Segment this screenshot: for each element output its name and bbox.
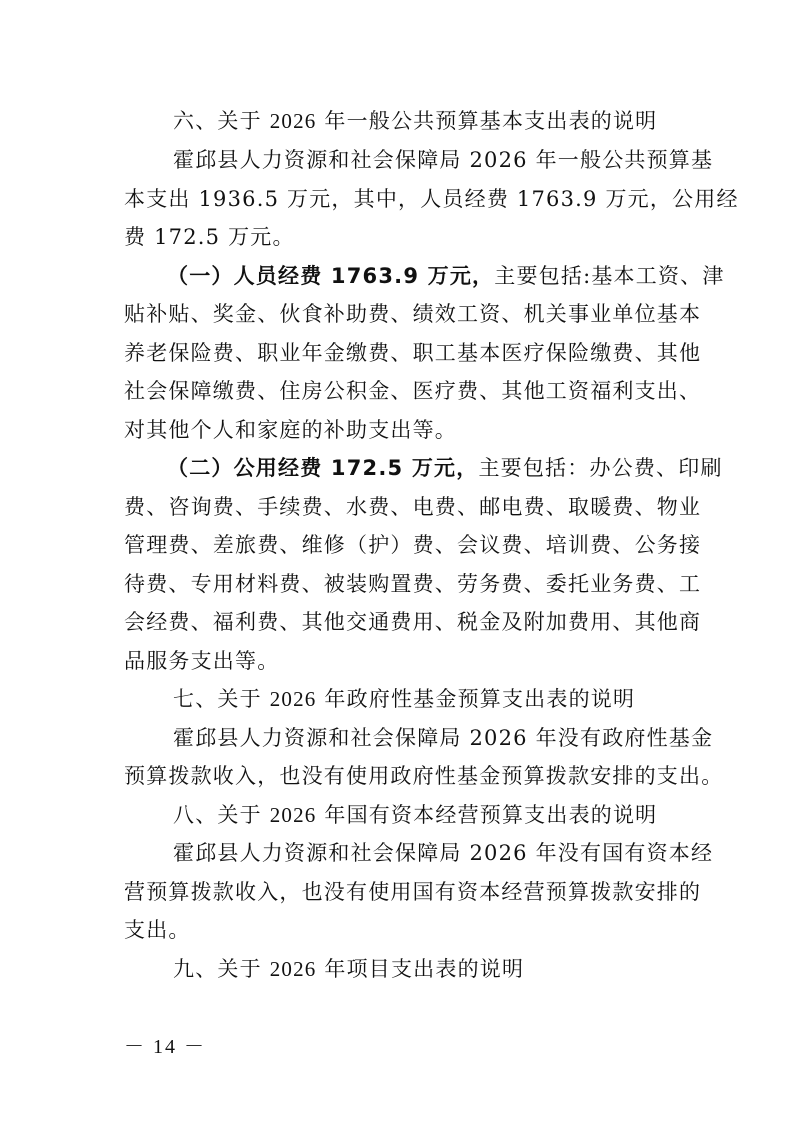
paragraph-line: 会经费、福利费、其他交通费用、税金及附加费用、其他商: [124, 610, 702, 634]
heading-suffix: 年项目支出表的说明: [316, 957, 525, 981]
heading-year: 2026: [269, 109, 317, 133]
page-number: － 14 －: [124, 1036, 206, 1058]
paragraph-text: 主要包括:基本工资、津: [494, 264, 725, 288]
heading-year: 2026: [269, 957, 317, 981]
paragraph-line: [167, 262, 725, 290]
paragraph-line: 品服务支出等。: [124, 649, 280, 673]
section-heading-7: [173, 685, 635, 713]
paragraph-line: 支出。: [124, 918, 191, 942]
paragraph-line: 霍邱县人力资源和社会保障局 2026 年没有政府性基金: [173, 726, 714, 750]
paragraph-line: 预算拨款收入，也没有使用政府性基金预算拨款安排的支出。: [124, 764, 724, 788]
paragraph-line: 营预算拨款收入，也没有使用国有资本经营预算拨款安排的: [124, 880, 702, 904]
heading-suffix: 年政府性基金预算支出表的说明: [316, 687, 636, 711]
heading-year: 2026: [269, 803, 317, 827]
paragraph-line: 费 172.5 万元。: [124, 225, 295, 249]
heading-suffix: 年国有资本经营预算支出表的说明: [316, 803, 658, 827]
heading-prefix: 八、关于: [173, 803, 270, 827]
paragraph-line: 对其他个人和家庭的补助支出等。: [124, 418, 457, 442]
paragraph-line: 霍邱县人力资源和社会保障局 2026 年没有国有资本经: [173, 841, 714, 865]
heading-suffix: 年一般公共预算基本支出表的说明: [316, 109, 658, 133]
section-heading-9: [173, 955, 524, 983]
paragraph-line: 养老保险费、职业年金缴费、职工基本医疗保险缴费、其他: [124, 341, 702, 365]
heading-prefix: 九、关于: [173, 957, 270, 981]
heading-prefix: 七、关于: [173, 687, 270, 711]
heading-year: 2026: [269, 687, 317, 711]
paragraph-line: 费、咨询费、手续费、水费、电费、邮电费、取暖费、物业: [124, 495, 702, 519]
personnel-cost-lead: （一）人员经费 1763.9 万元，: [167, 264, 495, 288]
paragraph-line: 社会保障缴费、住房公积金、医疗费、其他工资福利支出、: [124, 379, 702, 403]
paragraph-line: 管理费、差旅费、维修（护）费、会议费、培训费、公务接: [124, 533, 702, 557]
heading-prefix: 六、关于: [173, 109, 270, 133]
paragraph-line: [167, 454, 723, 482]
paragraph-line: 贴补贴、奖金、伙食补助费、绩效工资、机关事业单位基本: [124, 302, 702, 326]
section-heading-8: [173, 801, 657, 829]
paragraph-line: 霍邱县人力资源和社会保障局 2026 年一般公共预算基: [173, 148, 714, 172]
public-cost-lead: （二）公用经费 172.5 万元，: [167, 456, 479, 480]
paragraph-text: 主要包括：办公费、印刷: [478, 456, 723, 480]
paragraph-line: 本支出 1936.5 万元，其中，人员经费 1763.9 万元，公用经: [124, 187, 739, 211]
section-heading-6: [173, 107, 657, 135]
paragraph-line: 待费、专用材料费、被装购置费、劳务费、委托业务费、工: [124, 572, 702, 596]
